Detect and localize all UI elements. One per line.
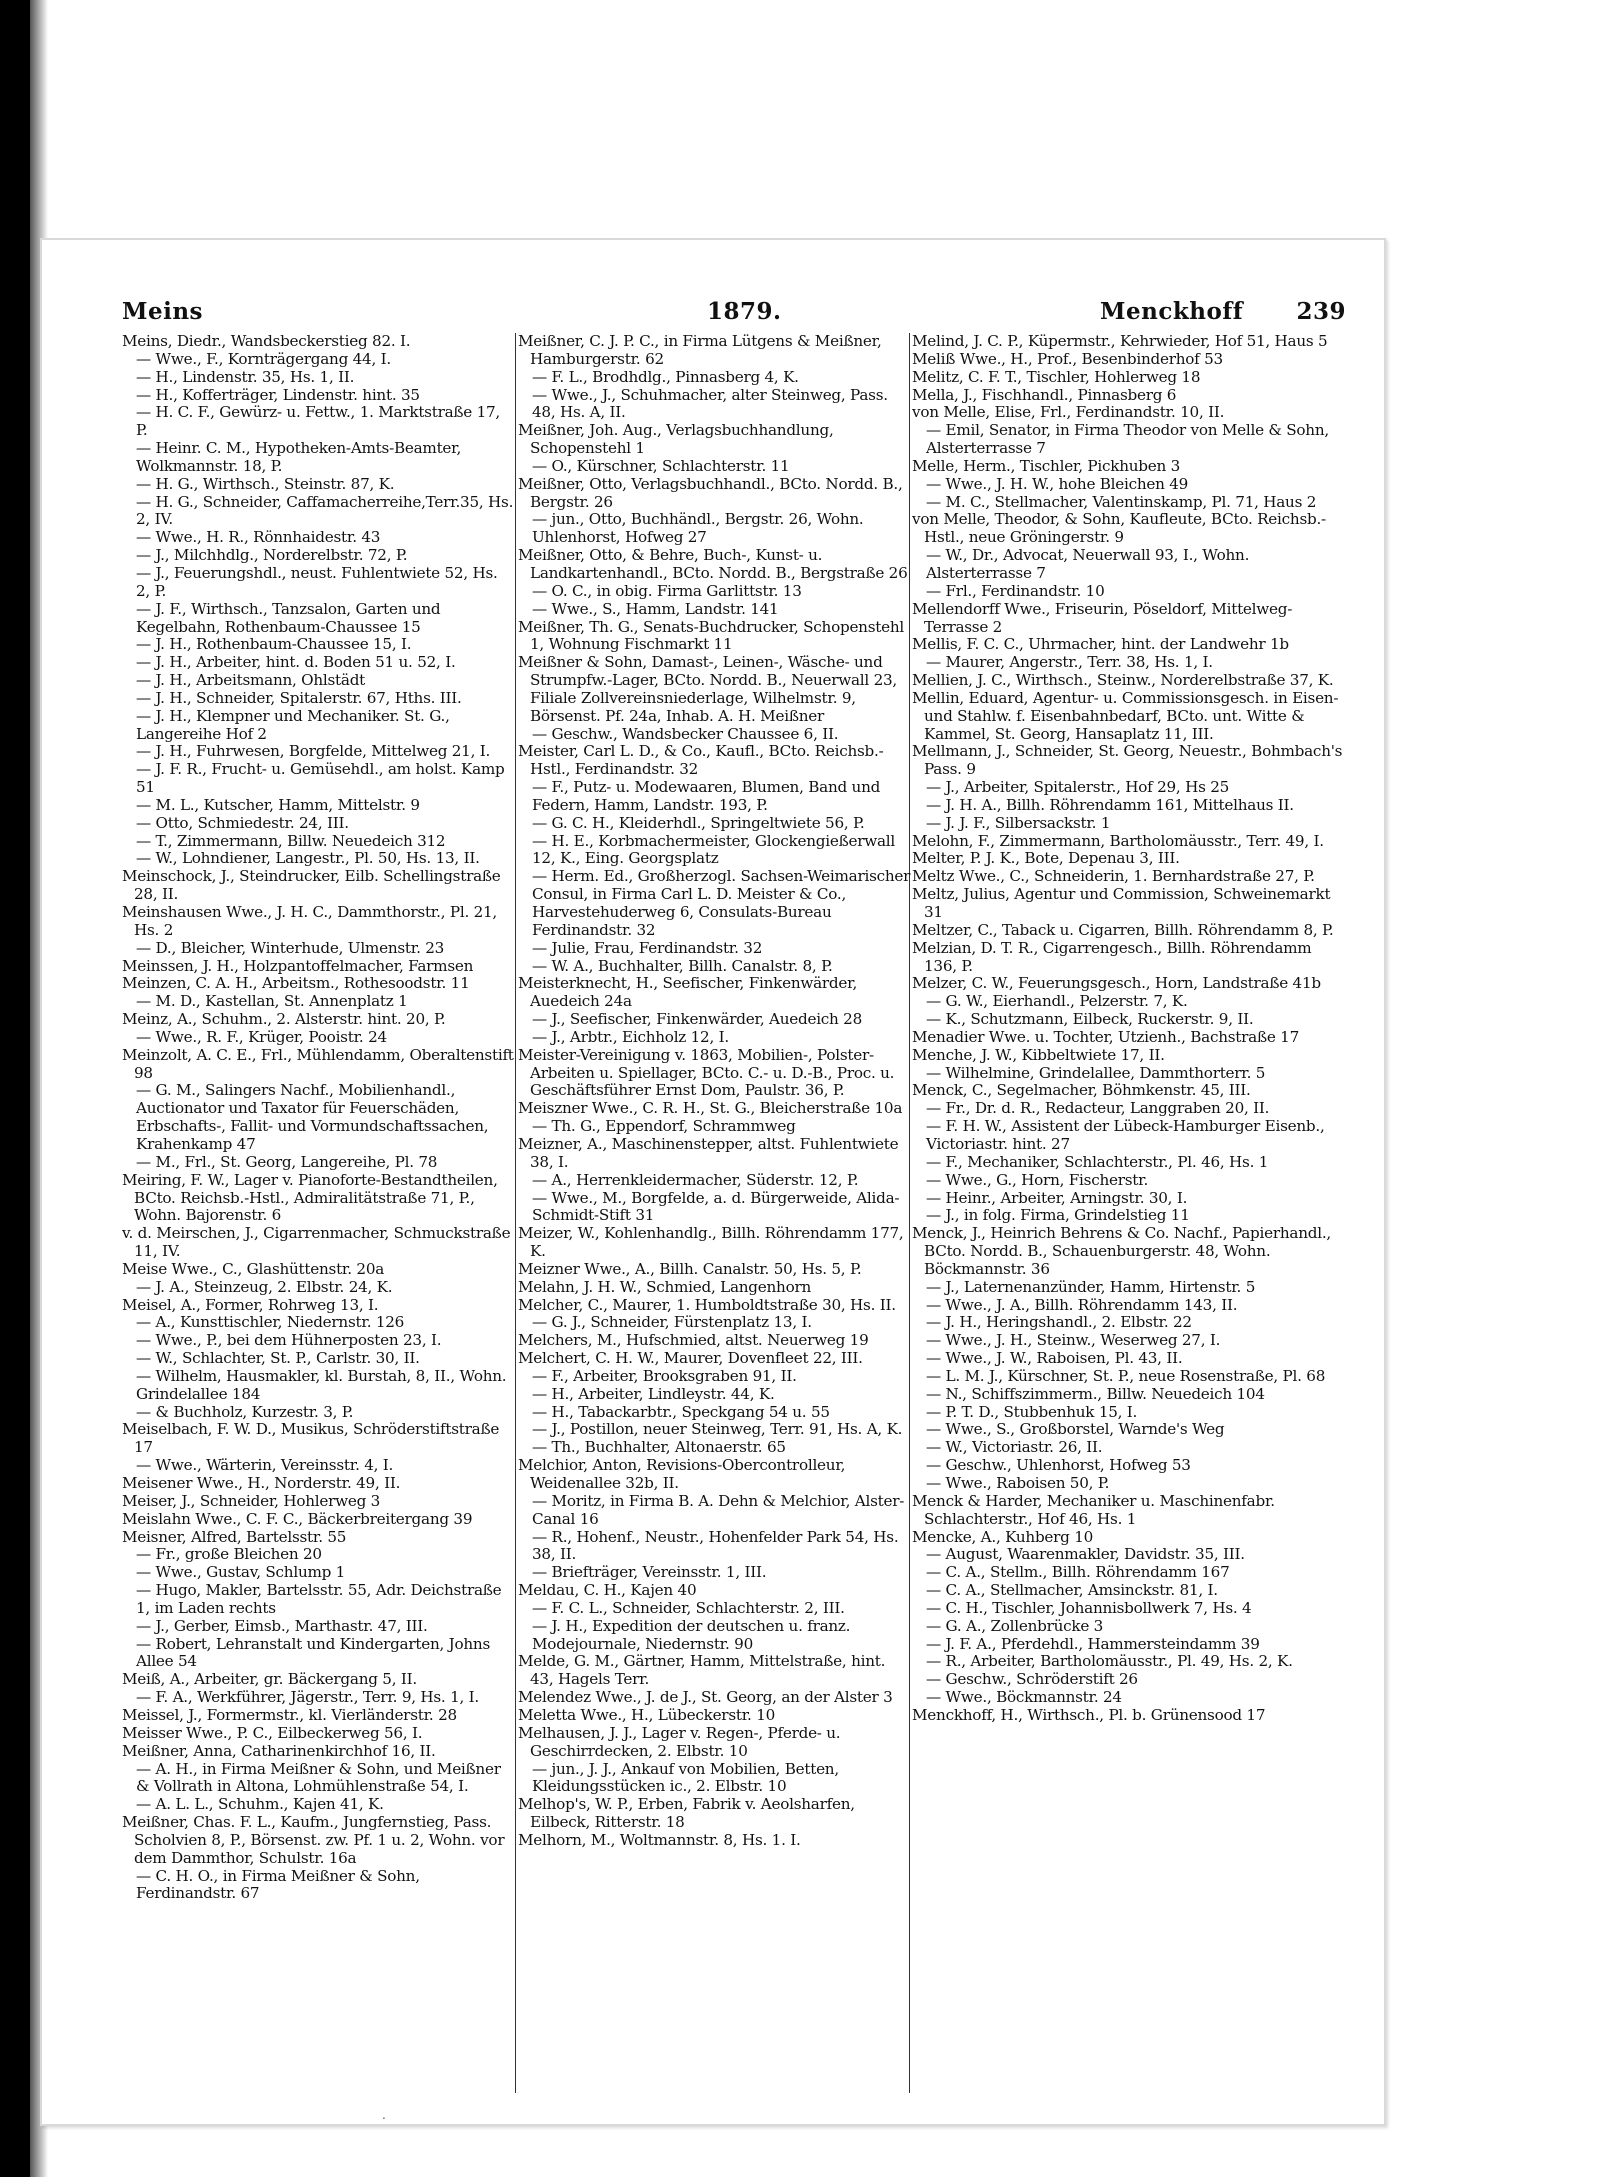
directory-entry: Melind, J. C. P., Küpermstr., Kehrwieder, Hof 51, Haus 5 [912,333,1328,350]
directory-entry: — H., Tabackarbtr., Speckgang 54 u. 55 [532,1402,830,1421]
directory-entry: Melzer, C. W., Feuerungsgesch., Horn, Landstraße 41b [912,974,1321,993]
directory-entry: Menadier Wwe. u. Tochter, Utzienh., Bachstraße 17 [912,1027,1299,1046]
directory-entry: — A., Herrenkleidermacher, Süderstr. 12, P. [532,1170,859,1189]
directory-entry: — Hugo, Makler, Bartelsstr. 55, Adr. Deichstraße 1, im Laden rechts [136,1581,502,1617]
directory-entry: Meißner, Joh. Aug., Verlagsbuchhandlung, Schopenstehl 1 [518,421,834,458]
directory-entry: — M. D., Kastellan, St. Annenplatz 1 [136,992,408,1011]
directory-entry: — Th., Buchhalter, Altonaerstr. 65 [532,1438,786,1457]
column-2 [518,333,912,2113]
directory-entry: Meiszner Wwe., C. R. H., St. G., Bleicherstraße 10a [518,1099,903,1118]
directory-entry: — P. T. D., Stubbenhuk 15, I. [926,1402,1138,1421]
directory-entry: — J. H., Expedition der deutschen u. franz. Modejournale, Niedernstr. 90 [532,1616,851,1653]
directory-entry: — August, Waarenmakler, Davidstr. 35, III. [926,1545,1245,1564]
directory-entry: — J., Laternenanzünder, Hamm, Hirtenstr. 5 [926,1277,1256,1296]
directory-entry: Mellmann, J., Schneider, St. Georg, Neuestr., Bohmbach's Pass. 9 [912,742,1343,779]
directory-entry: Meister, Carl L. D., & Co., Kaufl., BCto. Reichsb.-Hstl., Ferdinandstr. 32 [518,742,884,779]
directory-entry: — J. H., Schneider, Spitalerstr. 67, Hths. III. [136,688,462,707]
directory-entry: — jun., Otto, Buchhändl., Bergstr. 26, Wohn. Uhlenhorst, Hofweg 27 [532,510,864,547]
directory-entry: Meizer, W., Kohlenhandlg., Billh. Röhrendamm 177, K. [518,1224,904,1261]
directory-entry: — Wilhelm, Hausmakler, kl. Burstah, 8, II., Wohn. Grindelallee 184 [136,1366,507,1403]
directory-entry: — Emil, Senator, in Firma Theodor von Melle & Sohn, Alsterterrasse 7 [926,421,1329,458]
directory-entry: Melahn, J. H. W., Schmied, Langenhorn [518,1277,812,1296]
directory-entry: — Wwe., Wärterin, Vereinsstr. 4, I. [136,1456,394,1475]
directory-entry: — G. A., Zollenbrücke 3 [926,1616,1104,1635]
directory-entry: Melhorn, M., Woltmannstr. 8, Hs. 1. I. [518,1830,801,1849]
directory-entry: Meisener Wwe., H., Norderstr. 49, II. [122,1474,401,1492]
directory-entry: — A., Kunsttischler, Niedernstr. 126 [136,1313,405,1332]
page-header [122,298,1346,338]
directory-entry: — & Buchholz, Kurzestr. 3, P. [136,1402,354,1421]
directory-entry: Meinz, A., Schuhm., 2. Alsterstr. hint. 20, P. [122,1010,446,1029]
directory-entry: Mellis, F. C. C., Uhrmacher, hint. der Landwehr 1b [912,635,1289,654]
directory-entry: Menckhoff, H., Wirthsch., Pl. b. Grünensood 17 [912,1705,1266,1724]
directory-entry: — Wwe., R. F., Krüger, Pooistr. 24 [136,1027,387,1046]
directory-entry: — C. H. O., in Firma Meißner & Sohn, Ferdinandstr. 67 [136,1866,420,1903]
directory-entry: Meinschock, J., Steindrucker, Eilb. Schellingstraße 28, II. [122,867,501,904]
scan-dark-edge [0,0,30,2177]
directory-entry: — W., Lohndiener, Langestr., Pl. 50, Hs. 13, II. [136,849,480,868]
directory-entry: Meißner, Th. G., Senats-Buchdrucker, Schopenstehl 1, Wohnung Fischmarkt 11 [518,617,904,654]
directory-entry: — J., in folg. Firma, Grindelstieg 11 [926,1206,1190,1225]
directory-entry: Meisser Wwe., P. C., Eilbeckerweg 56, I. [122,1723,423,1742]
column-3 [912,333,1344,2113]
directory-entry: — D., Bleicher, Winterhude, Ulmenstr. 23 [136,938,445,957]
page-number: 239 [1296,298,1346,325]
directory-entry: — C. A., Stellm., Billh. Röhrendamm 167 [926,1563,1230,1582]
directory-entry: Meißner & Sohn, Damast-, Leinen-, Wäsche- und Strumpfw.-Lager, BCto. Nordd. B., Neuerwall 23, Filiale Zollvereinsniederlage, Wilhelmstr. 9, Börsenst. Pf. 24a, Inhab. A. H. Meißner [518,653,897,725]
directory-entry: Melcher, C., Maurer, 1. Humboldtstraße 30, Hs. II. [518,1295,896,1314]
directory-entry: — Robert, Lehranstalt und Kindergarten, Johns Allee 54 [136,1634,490,1671]
directory-entry: — A. L. L., Schuhm., Kajen 41, K. [136,1795,384,1814]
directory-entry: — Wwe., Böckmannstr. 24 [926,1688,1122,1707]
directory-entry: — F. L., Brodhdlg., Pinnasberg 4, K. [532,367,799,386]
directory-entry: — K., Schutzmann, Eilbeck, Ruckerstr. 9, II. [926,1010,1254,1029]
directory-entry: Menck, C., Segelmacher, Böhmkenstr. 45, III. [912,1081,1251,1100]
directory-entry: — M., Frl., St. Georg, Langereihe, Pl. 78 [136,1152,438,1171]
directory-entry: Meislahn Wwe., C. F. C., Bäckerbreitergang 39 [122,1509,473,1528]
directory-entry: Menck, J., Heinrich Behrens & Co. Nachf., Papierhandl., BCto. Nordd. B., Schauenburgerstr. 48, Wohn. Böckmannstr. 36 [912,1224,1331,1278]
directory-entry: — Wwe., J. H. W., hohe Bleichen 49 [926,474,1189,493]
directory-entry: — Otto, Schmiedestr. 24, III. [136,813,349,832]
directory-entry: — Wwe., Raboisen 50, P. [926,1474,1110,1492]
directory-entry: — Th. G., Eppendorf, Schrammweg [532,1117,796,1136]
directory-entry: — J., Feuerungshdl., neust. Fuhlentwiete 52, Hs. 2, P. [136,563,498,600]
directory-entry: — L. M. J., Kürschner, St. P., neue Rosenstraße, Pl. 68 [926,1366,1326,1385]
directory-entry: — Herm. Ed., Großherzogl. Sachsen-Weimarischer Consul, in Firma Carl L. D. Meister & Co., Harvestehuderweg 6, Consulats-Bureau Ferdinandstr. 32 [532,867,911,939]
directory-entry: Meizner Wwe., A., Billh. Canalstr. 50, Hs. 5, P. [518,1259,862,1278]
directory-entry: Melle, Herm., Tischler, Pickhuben 3 [912,456,1181,475]
directory-entry: — Geschw., Uhlenhorst, Hofweg 53 [926,1456,1191,1475]
directory-entry: Melchers, M., Hufschmied, altst. Neuerweg 19 [518,1331,869,1350]
directory-entry: — Wwe., G., Horn, Fischerstr. [926,1170,1149,1189]
directory-entry: Meltzer, C., Taback u. Cigarren, Billh. Röhrendamm 8, P. [912,920,1334,939]
directory-entry: — H. E., Korbmachermeister, Glockengießerwall 12, K., Eing. Georgsplatz [532,831,896,868]
directory-entry: — N., Schiffszimmerm., Billw. Neuedeich 104 [926,1384,1265,1403]
directory-entry: — J. H., Arbeiter, hint. d. Boden 51 u. 52, I. [136,653,456,672]
directory-entry: — J., Arbtr., Eichholz 12, I. [532,1027,729,1046]
directory-entry: — Geschw., Schröderstift 26 [926,1670,1138,1689]
directory-entry: — J., Milchhdlg., Norderelbstr. 72, P. [136,546,408,565]
directory-entry: — M. L., Kutscher, Hamm, Mittelstr. 9 [136,795,420,814]
directory-entry: von Melle, Theodor, & Sohn, Kaufleute, BCto. Reichsb.-Hstl., neue Gröningerstr. 9 [912,510,1326,547]
directory-entry: Meißner, Otto, & Behre, Buch-, Kunst- u. Landkartenhandl., BCto. Nordd. B., Bergstraße 26 [518,546,908,582]
directory-entry: — H., Arbeiter, Lindleystr. 44, K. [532,1384,775,1403]
directory-entry: Melendez Wwe., J. de J., St. Georg, an der Alster 3 [518,1688,893,1707]
directory-entry: Meletta Wwe., H., Lübeckerstr. 10 [518,1705,776,1724]
directory-entry: Meise Wwe., C., Glashüttenstr. 20a [122,1259,385,1278]
directory-entry: — Wwe., S., Großborstel, Warnde's Weg [926,1420,1225,1439]
directory-entry: Meissel, J., Formermstr., kl. Vierländerstr. 28 [122,1705,457,1724]
directory-entry: — H. G., Wirthsch., Steinstr. 87, K. [136,474,395,493]
directory-entry: — J. H., Rothenbaum-Chaussee 15, I. [136,635,412,654]
directory-entry: Meinssen, J. H., Holzpantoffelmacher, Farmsen [122,956,474,975]
directory-entry: — Wwe., Gustav, Schlump 1 [136,1563,346,1582]
directory-entry: — J. F. A., Pferdehdl., Hammersteindamm 39 [926,1634,1260,1653]
directory-entry: — J. H., Fuhrwesen, Borgfelde, Mittelweg 21, I. [136,742,491,761]
directory-entry: Melitz, C. F. T., Tischler, Hohlerweg 18 [912,367,1201,386]
directory-entry: — F. A., Werkführer, Jägerstr., Terr. 9, Hs. 1, I. [136,1688,479,1707]
directory-entry: Melchior, Anton, Revisions-Obercontrolleur, Weidenallee 32b, II. [518,1456,846,1492]
directory-entry: — H. G., Schneider, Caffamacherreihe,Terr.35, Hs. 2, IV. [136,492,514,529]
directory-entry: — H. C. F., Gewürz- u. Fettw., 1. Marktstraße 17, P. [136,403,501,440]
directory-entry: Meißner, Anna, Catharinenkirchhof 16, II. [122,1741,436,1760]
directory-entry: — Wwe., J. W., Raboisen, Pl. 43, II. [926,1349,1183,1368]
directory-entry: Meißner, C. J. P. C., in Firma Lütgens & Meißner, Hamburgerstr. 62 [518,333,882,368]
directory-entry: Meißner, Otto, Verlagsbuchhandl., BCto. Nordd. B., Bergstr. 26 [518,474,903,511]
directory-entry: Mellien, J. C., Wirthsch., Steinw., Norderelbstraße 37, K. [912,671,1334,690]
directory-entry: Melhop's, W. P., Erben, Fabrik v. Aeolsharfen, Eilbeck, Ritterstr. 18 [518,1795,855,1832]
directory-entry: — Wwe., F., Kornträgergang 44, I. [136,349,391,368]
directory-entry: — W., Schlachter, St. P., Carlstr. 30, II. [136,1349,420,1368]
directory-entry: — J. H., Klempner und Mechaniker. St. G., Langereihe Hof 2 [136,706,450,743]
directory-entry: — T., Zimmermann, Billw. Neuedeich 312 [136,831,446,850]
directory-entry: — Wwe., M., Borgfelde, a. d. Bürgerweide, Alida-Schmidt-Stift 31 [532,1188,900,1225]
directory-entry: — Maurer, Angerstr., Terr. 38, Hs. 1, I. [926,653,1213,672]
directory-entry: Meisterknecht, H., Seefischer, Finkenwärder, Auedeich 24a [518,974,858,1011]
directory-entry: — F., Putz- u. Modewaaren, Blumen, Band und Federn, Hamm, Landstr. 193, P. [532,778,881,814]
directory-entry: — O. C., in obig. Firma Garlittstr. 13 [532,581,802,600]
directory-entry: — J., Gerber, Eimsb., Marthastr. 47, III. [136,1616,428,1635]
directory-entry: Mencke, A., Kuhberg 10 [912,1527,1094,1546]
footer-mark: . [382,2108,386,2122]
directory-entry: — R., Arbeiter, Bartholomäusstr., Pl. 49, Hs. 2, K. [926,1652,1293,1671]
directory-entry: Meiring, F. W., Lager v. Pianoforte-Bestandtheilen, BCto. Reichsb.-Hstl., Admiralitätstraße 71, P., Wohn. Bajorenstr. 6 [122,1170,498,1225]
directory-entry: — Wwe., J. A., Billh. Röhrendamm 143, II. [926,1295,1238,1314]
directory-entry: — F. H. W., Assistent der Lübeck-Hamburger Eisenb., Victoriastr. hint. 27 [926,1117,1325,1153]
directory-entry: — J. F. R., Frucht- u. Gemüsehdl., am holst. Kamp 51 [136,760,505,797]
directory-entry: — J., Arbeiter, Spitalerstr., Hof 29, Hs 25 [926,778,1230,797]
directory-entry: — Briefträger, Vereinsstr. 1, III. [532,1563,767,1582]
directory-entry: Melhausen, J. J., Lager v. Regen-, Pferde- u. Geschirrdecken, 2. Elbstr. 10 [518,1723,841,1760]
directory-entry: Meisner, Alfred, Bartelsstr. 55 [122,1527,347,1546]
directory-entry: — F., Mechaniker, Schlachterstr., Pl. 46, Hs. 1 [926,1152,1269,1171]
directory-entry: von Melle, Elise, Frl., Ferdinandstr. 10, II. [912,403,1225,422]
directory-entry: — G. M., Salingers Nachf., Mobilienhandl., Auctionator und Taxator für Feuerschäden, Erbschafts-, Fallit- und Vormundschaftssachen, Krahenkamp 47 [136,1081,489,1153]
directory-entry: Melter, P. J. K., Bote, Depenau 3, III. [912,849,1180,868]
directory-entry: Meizner, A., Maschinenstepper, altst. Fuhlentwiete 38, I. [518,1134,899,1171]
header-year: 1879. [707,298,782,325]
directory-entry: Meißner, Chas. F. L., Kaufm., Jungfernstieg, Pass. Scholvien 8, P., Börsenst. zw. Pf. 1 u. 2, Wohn. vor dem Dammthor, Schulstr. 16a [122,1813,505,1867]
directory-entry: Meliß Wwe., H., Prof., Besenbinderhof 53 [912,349,1223,368]
directory-entry: — W. A., Buchhalter, Billh. Canalstr. 8, P. [532,956,833,975]
directory-entry: — Wilhelmine, Grindelallee, Dammthorterr. 5 [926,1063,1266,1082]
directory-entry: Meltz, Julius, Agentur und Commission, Schweinemarkt 31 [912,885,1331,921]
directory-entry: Mellendorff Wwe., Friseurin, Pöseldorf, Mittelweg-Terrasse 2 [912,599,1293,636]
directory-entry: Meisel, A., Former, Rohrweg 13, I. [122,1295,379,1314]
directory-entry: — J. A., Steinzeug, 2. Elbstr. 24, K. [136,1277,393,1296]
directory-entry: — M. C., Stellmacher, Valentinskamp, Pl. 71, Haus 2 [926,492,1317,511]
directory-entry: Meinzen, C. A. H., Arbeitsm., Rothesoodstr. 11 [122,974,470,993]
directory-entry: — Wwe., P., bei dem Hühnerposten 23, I. [136,1331,442,1350]
directory-entry: Melchert, C. H. W., Maurer, Dovenfleet 22, III. [518,1349,863,1368]
directory-entry: — O., Kürschner, Schlachterstr. 11 [532,456,790,475]
directory-entry: — Wwe., H. R., Rönnhaidestr. 43 [136,528,381,547]
directory-entry: Mella, J., Fischhandl., Pinnasberg 6 [912,385,1177,404]
directory-entry: Melzian, D. T. R., Cigarrengesch., Billh. Röhrendamm 136, P. [912,938,1312,975]
directory-entry: — Fr., Dr. d. R., Redacteur, Langgraben 20, II. [926,1099,1270,1118]
directory-entry: Meltz Wwe., C., Schneiderin, 1. Bernhardstraße 27, P. [912,867,1315,886]
directory-entry: — J. H. A., Billh. Röhrendamm 161, Mittelhaus II. [926,795,1294,814]
directory-entry: Meiselbach, F. W. D., Musikus, Schröderstiftstraße 17 [122,1420,500,1457]
directory-entry: Menche, J. W., Kibbeltwiete 17, II. [912,1045,1165,1064]
directory-entry: — J. H., Arbeitsmann, Ohlstädt [136,671,366,690]
directory-entry: — J. F., Wirthsch., Tanzsalon, Garten und Kegelbahn, Rothenbaum-Chaussee 15 [136,599,441,636]
header-catchword-left: Meins [122,298,204,325]
directory-entry: — H., Lindenstr. 35, Hs. 1, II. [136,367,355,386]
directory-entry: — J. H., Heringshandl., 2. Elbstr. 22 [926,1313,1192,1332]
directory-entry: — Frl., Ferdinandstr. 10 [926,581,1105,600]
directory-entry: — F., Arbeiter, Brooksgraben 91, II. [532,1366,797,1385]
directory-entry: — C. A., Stellmacher, Amsinckstr. 81, I. [926,1581,1218,1600]
directory-entry: — G. W., Eierhandl., Pelzerstr. 7, K. [926,992,1188,1011]
directory-entry: Mellin, Eduard, Agentur- u. Commissionsgesch. in Eisen- und Stahlw. f. Eisenbahnbedarf, BCto. unt. Witte & Kammel, St. Georg, Hansaplatz 11, III. [912,688,1339,743]
directory-entry: v. d. Meirschen, J., Cigarrenmacher, Schmuckstraße 11, IV. [122,1224,511,1261]
directory-entry: — Heinr., Arbeiter, Arningstr. 30, I. [926,1188,1188,1207]
directory-entry: — Heinr. C. M., Hypotheken-Amts-Beamter, Wolkmannstr. 18, P. [136,439,462,475]
directory-entry: — A. H., in Firma Meißner & Sohn, und Meißner & Vollrath in Altona, Lohmühlenstraße 54, I. [136,1759,501,1796]
directory-entry: — G. J., Schneider, Fürstenplatz 13, I. [532,1313,812,1332]
directory-entry: — C. H., Tischler, Johannisbollwerk 7, Hs. 4 [926,1598,1252,1617]
directory-entry: Melde, G. M., Gärtner, Hamm, Mittelstraße, hint. 43, Hagels Terr. [518,1652,886,1689]
directory-entry: — W., Dr., Advocat, Neuerwall 93, I., Wohn. Alsterterrasse 7 [926,546,1250,582]
header-catchword-right: Menckhoff [1100,298,1244,325]
directory-entry: Meiß, A., Arbeiter, gr. Bäckergang 5, II. [122,1670,417,1689]
directory-entry: — Julie, Frau, Ferdinandstr. 32 [532,938,763,957]
directory-entry: Meinzolt, A. C. E., Frl., Mühlendamm, Oberaltenstift 98 [122,1045,514,1082]
directory-entry: Meiser, J., Schneider, Hohlerweg 3 [122,1491,381,1510]
directory-entry: — Wwe., J., Schuhmacher, alter Steinweg, Pass. 48, Hs. A, II. [532,385,888,422]
directory-entry: — H., Kofferträger, Lindenstr. hint. 35 [136,385,420,404]
directory-entry: — Geschw., Wandsbecker Chaussee 6, II. [532,724,839,743]
directory-entry: — J., Postillon, neuer Steinweg, Terr. 91, Hs. A, K. [532,1420,903,1439]
directory-entry: Meins, Diedr., Wandsbeckerstieg 82. I. [122,333,411,350]
directory-entry: — Wwe., J. H., Steinw., Weserweg 27, I. [926,1331,1221,1350]
directory-entry: — Moritz, in Firma B. A. Dehn & Melchior, Alster-Canal 16 [532,1491,905,1528]
directory-entry: — jun., J. J., Ankauf von Mobilien, Betten, Kleidungsstücken ic., 2. Elbstr. 10 [532,1759,839,1796]
directory-entry: — J. J. F., Silbersackstr. 1 [926,813,1111,832]
directory-entry: Meldau, C. H., Kajen 40 [518,1581,697,1600]
directory-entry: — F. C. L., Schneider, Schlachterstr. 2, III. [532,1598,845,1617]
directory-page [40,238,1386,2126]
directory-entry: — Fr., große Bleichen 20 [136,1545,322,1564]
directory-entry: — W., Victoriastr. 26, II. [926,1438,1103,1457]
directory-entry: Meister-Vereinigung v. 1863, Mobilien-, Polster-Arbeiten u. Spiellager, BCto. C.- u. D.-B., Proc. u. Geschäftsführer Ernst Dom, Paulstr. 36, P. [518,1045,895,1100]
directory-entry: Melohn, F., Zimmermann, Bartholomäusstr., Terr. 49, I. [912,831,1324,850]
directory-entry: Meinshausen Wwe., J. H. C., Dammthorstr., Pl. 21, Hs. 2 [122,903,498,939]
column-1 [122,333,516,2113]
directory-entry: — J., Seefischer, Finkenwärder, Auedeich 28 [532,1010,862,1029]
directory-entry: — G. C. H., Kleiderhdl., Springeltwiete 56, P. [532,813,865,832]
directory-entry: — R., Hohenf., Neustr., Hohenfelder Park 54, Hs. 38, II. [532,1527,899,1564]
directory-entry: Menck & Harder, Mechaniker u. Maschinenfabr. Schlachterstr., Hof 46, Hs. 1 [912,1491,1275,1528]
directory-entry: — Wwe., S., Hamm, Landstr. 141 [532,599,779,618]
